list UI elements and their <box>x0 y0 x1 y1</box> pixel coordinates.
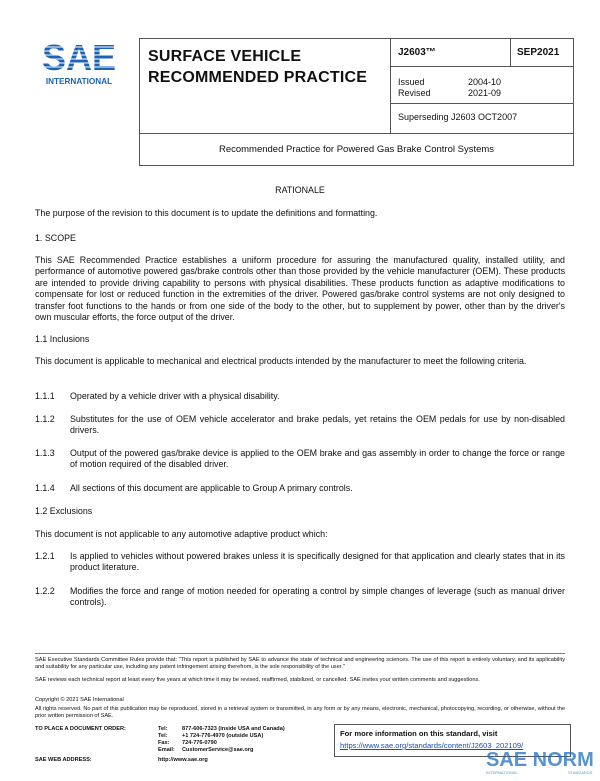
item-text: Is applied to vehicles without powered brakes unless it is specifically designed for that application and clearly states that in its product literature. <box>70 551 565 573</box>
fax-value: 724-776-0790 <box>182 740 217 746</box>
sae-logo <box>36 38 122 92</box>
tel-label: Tel: <box>158 726 168 732</box>
tel2-value: +1 724-776-4970 (outside USA) <box>182 733 264 739</box>
header-divider <box>390 66 574 67</box>
revised-value: 2021-09 <box>468 88 502 98</box>
more-info-title: For more information on this standard, visit <box>340 729 498 738</box>
email-label: Email: <box>158 747 175 753</box>
item-number: 1.2.1 <box>35 551 55 561</box>
standard-link[interactable]: https://www.sae.org/standards/content/J2603_202109/ <box>340 741 524 750</box>
svg-text:SAE: SAE <box>41 38 117 78</box>
web-link[interactable]: http://www.sae.org <box>158 757 208 763</box>
item-text: Operated by a vehicle driver with a physical disability. <box>70 391 280 401</box>
exclusions-heading: 1.2 Exclusions <box>35 506 93 516</box>
rationale-text: The purpose of the revision to this document is to update the definitions and formatting. <box>35 208 378 218</box>
scope-text: This SAE Recommended Practice establishes a uniform procedure for assuring the manufactured quality, installed utility, and performance of automotive powered gas/brake controls other than those provided by the vehicle manufacturer (OEM). These products are intended to provide driving capability to persons with physical disabilities. These products function as adaptive modifications to compensate for lost or reduced function in the extremities of the driver. Powered gas/brake control systems are not only designed to transfer foot functions to the hands or from one side of the body to the other, but to supplement by power, other than by the driver's own muscular efforts, the force output of the driver. <box>35 255 565 323</box>
title-line-2: RECOMMENDED PRACTICE <box>148 69 368 86</box>
tel-value: 877-606-7323 (inside USA and Canada) <box>182 726 285 732</box>
item-text: Modifies the force and range of motion needed for operating a control by simple changes of leverage (such as manual driver controls). <box>70 586 565 608</box>
title-line-1: SURFACE VEHICLE <box>148 48 302 65</box>
document-type-title <box>148 46 367 88</box>
scope-heading: 1. SCOPE <box>35 233 76 243</box>
item-number: 1.2.2 <box>35 586 55 596</box>
document-number: J2603™ <box>398 47 436 58</box>
tel2-label: Tel: <box>158 733 168 739</box>
header-divider <box>390 38 391 134</box>
rights-notice: All rights reserved. No part of this publication may be reproduced, stored in a retrieval system or transmitted, in any form or by any means, electronic, mechanical, photocopying, recording, or otherwise, without the prior written permission of SAE. <box>35 706 565 719</box>
subtitle-text: Recommended Practice for Powered Gas Brake Control Systems <box>218 144 495 155</box>
issued-value: 2004-10 <box>468 77 502 87</box>
footer-divider <box>35 653 565 654</box>
inclusions-heading: 1.1 Inclusions <box>35 334 90 344</box>
header-divider <box>390 103 574 104</box>
fax-label: Fax: <box>158 740 170 746</box>
item-text: Output of the powered gas/brake device is applied to the OEM brake and gas assembly in order to change the force or range of motion required of the disabled driver. <box>70 448 565 470</box>
svg-text:INTERNATIONAL: INTERNATIONAL <box>486 770 518 775</box>
item-number: 1.1.1 <box>35 391 55 401</box>
exclusions-text: This document is not applicable to any automotive adaptive product which: <box>35 529 328 539</box>
svg-text:INTERNATIONAL: INTERNATIONAL <box>45 77 113 86</box>
review-notice: SAE reviews each technical report at least every five years at which time it may be revised, reaffirmed, stabilized, or cancelled. SAE invites your written comments and suggestions. <box>35 677 480 683</box>
rationale-heading: RATIONALE <box>275 185 325 195</box>
svg-text:SAE NORM: SAE NORM <box>486 749 594 771</box>
order-label: TO PLACE A DOCUMENT ORDER: <box>35 726 126 732</box>
header-divider <box>510 38 511 66</box>
sae-norm-watermark <box>482 744 600 776</box>
item-number: 1.1.3 <box>35 448 55 458</box>
svg-text:STANDARDS: STANDARDS <box>568 770 593 775</box>
item-number: 1.1.4 <box>35 483 55 493</box>
rules-notice: SAE Executive Standards Committee Rules provide that: "This report is published by SAE to advance the state of technical and engineering sciences. The use of this report is entirely voluntary, and its applicability and suitability for any particular use, including any patent infringement arising therefrom, is the sole responsibility of the user." <box>35 657 565 670</box>
item-text: Substitutes for the use of OEM vehicle accelerator and brake pedals, yet retains the OEM pedals for use by non-disabled drivers. <box>70 414 565 436</box>
document-subtitle <box>139 133 574 166</box>
superseding-note: Superseding J2603 OCT2007 <box>398 112 518 122</box>
revised-label: Revised <box>398 88 431 98</box>
web-label: SAE WEB ADDRESS: <box>35 757 92 763</box>
issued-label: Issued <box>398 77 425 87</box>
item-number: 1.1.2 <box>35 414 55 424</box>
document-date: SEP2021 <box>517 47 560 58</box>
email-link[interactable]: CustomerService@sae.org <box>182 747 254 753</box>
copyright: Copyright © 2021 SAE International <box>35 697 124 703</box>
inclusions-text: This document is applicable to mechanical and electrical products intended by the manufacturer to meet the following criteria. <box>35 356 527 366</box>
item-text: All sections of this document are applicable to Group A primary controls. <box>70 483 353 493</box>
